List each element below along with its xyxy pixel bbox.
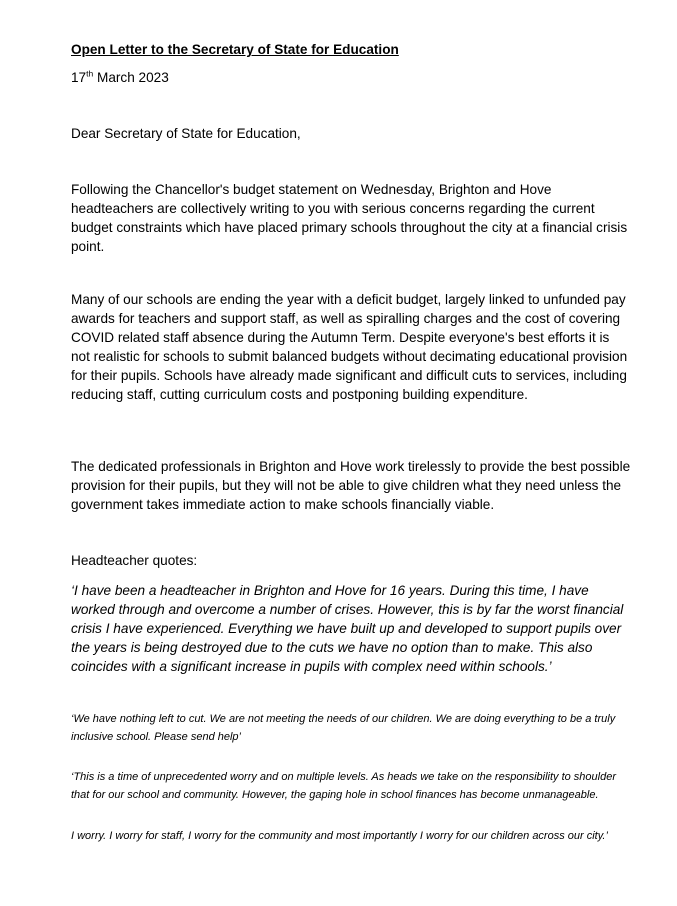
quote-i-worry: I worry. I worry for staff, I worry for the community and most importantly I worry for our children across our city.’	[71, 830, 608, 842]
quote-unprecedented-worry: ‘This is a time of unprecedented worry and on multiple levels. As heads we take on the responsibility to shoulder that for our school and community. However, the gaping hole in school finances has become unmanageable.	[71, 771, 616, 801]
quote-nothing-left-to-cut: ‘We have nothing left to cut. We are not meeting the needs of our children. We are doing everything to be a truly inclusive school. Please send help’	[71, 713, 616, 743]
paragraph-budget-statement: Following the Chancellor's budget statement on Wednesday, Brighton and Hove headteachers are collectively writing to you with serious concerns regarding the current budget constraints which have placed primary schools throughout the city at a financial crisis point.	[71, 182, 628, 254]
letter-date	[71, 68, 631, 87]
letter-title: Open Letter to the Secretary of State for Education	[71, 42, 399, 57]
quotes-heading: Headteacher quotes:	[71, 553, 198, 568]
letter-greeting: Dear Secretary of State for Education,	[71, 126, 301, 141]
date-day: 17	[71, 70, 87, 85]
paragraph-deficit-budgets: Many of our schools are ending the year with a deficit budget, largely linked to unfunded pay awards for teachers and support staff, as well as spiralling charges and the cost of covering COVID related staff absence during the Autumn Term. Despite everyone's best efforts it is not realistic for schools to submit balanced budgets without decimating educational provision for their pupils. Schools have already made significant and difficult cuts to services, including reducing staff, cutting curriculum costs and postponing building expenditure.	[71, 292, 628, 402]
quote-headteacher-16-years: ‘I have been a headteacher in Brighton and Hove for 16 years. During this time, I have worked through and overcome a number of crises. However, this is by far the worst financial crisis I have experienced. Everything we have built up and developed to support pupils over the years is being destroyed due to the cuts we have no option than to make. This also coincides with a significant increase in pupils with complex need within schools.’	[71, 583, 624, 674]
date-ordinal-suffix: th	[86, 68, 94, 79]
paragraph-dedicated-professionals: The dedicated professionals in Brighton and Hove work tirelessly to provide the best possible provision for their pupils, but they will not be able to give children what they need unless the government takes immediate action to make schools financially viable.	[71, 459, 631, 512]
date-month-year: March 2023	[93, 70, 169, 85]
